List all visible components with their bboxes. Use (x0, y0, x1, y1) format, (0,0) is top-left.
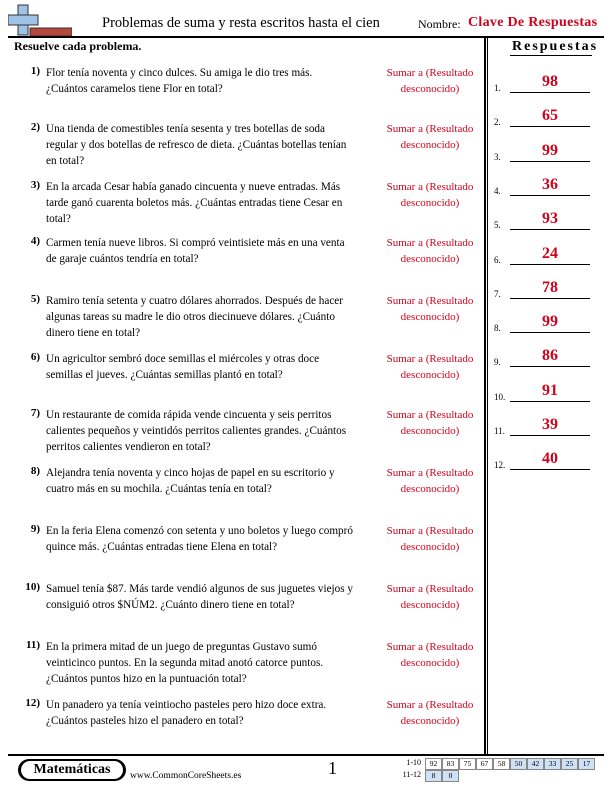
answer-number: 3. (494, 151, 501, 162)
name-label: Nombre: (418, 17, 461, 31)
problem-type: Sumar a (Resultado desconocido) (386, 123, 474, 151)
answer-item (494, 241, 604, 265)
answer-line (510, 229, 590, 230)
answer-number: 12. (494, 460, 506, 471)
problem-type: Sumar a (Resultado desconocido) (386, 641, 474, 669)
problem-number: 11) (25, 639, 40, 651)
problem-type: Sumar a (Resultado desconocido) (386, 699, 474, 727)
answer-value: 91 (542, 381, 558, 399)
problem-number: 6) (30, 351, 40, 363)
score-cell: 67 (476, 758, 493, 770)
score-cell: 33 (544, 758, 561, 770)
answer-number: 10. (494, 391, 506, 402)
problem-number: 9) (30, 523, 40, 535)
problem-number: 2) (30, 121, 40, 133)
score-cell: 17 (578, 758, 595, 770)
answer-value: 86 (542, 347, 558, 365)
answer-line (510, 435, 590, 436)
problem-type: Sumar a (Resultado desconocido) (386, 583, 474, 611)
answers-heading: Respuestas (512, 39, 599, 54)
answer-value: 99 (542, 313, 558, 331)
problem-type: Sumar a (Resultado desconocido) (386, 409, 474, 437)
answer-value: 24 (542, 244, 558, 262)
answer-number: 7. (494, 288, 501, 299)
answer-line (510, 401, 590, 402)
problem-number: 1) (30, 65, 40, 77)
answer-item (494, 378, 604, 402)
answer-number: 11. (494, 426, 505, 436)
answer-value: 65 (542, 107, 558, 125)
answer-item (494, 172, 604, 196)
problem-number: 3) (30, 179, 40, 191)
score-cell: 8 (425, 770, 442, 782)
footer-divider (8, 754, 604, 756)
answers-column-divider (484, 36, 486, 754)
score-cell: 58 (493, 758, 510, 770)
problem-text: Flor tenía noventa y cinco dulces. Su amiga le dio tres más. ¿Cuántos caramelos tiene Flor en total? (46, 67, 313, 95)
subject-badge (18, 759, 126, 781)
answer-line (510, 298, 590, 299)
score-cell: 83 (442, 758, 459, 770)
answer-item (494, 309, 604, 333)
answers-column-divider-inner (487, 36, 488, 754)
answer-item (494, 412, 604, 436)
answer-number: 6. (494, 254, 501, 265)
answer-number: 9. (494, 357, 501, 368)
page-number: 1 (328, 758, 337, 778)
problem-text: Ramiro tenía setenta y cuatro dólares ahorrados. Después de hacer algunas tareas su madre le dio otros diecinueve dólares. ¿Cuánto dinero tiene en total? (46, 295, 343, 339)
answer-item (494, 275, 604, 299)
problem-text: Un restaurante de comida rápida vende cincuenta y seis perritos calientes pequeños y veintidós perritos calientes grandes. ¿Cuántos perritos calientes vendieron en total? (46, 409, 347, 453)
answer-value: 93 (542, 210, 558, 228)
score-cell: 42 (527, 758, 544, 770)
answer-number: 1. (494, 83, 501, 93)
instructions: Resuelve cada problema. (14, 39, 142, 53)
answer-line (510, 264, 590, 265)
answer-line (510, 126, 590, 127)
answer-line (510, 366, 590, 367)
score-cell: 25 (561, 758, 578, 770)
problem-text: Carmen tenía nueve libros. Si compró veintisiete más en una venta de garaje cuántos tendría en total? (46, 237, 345, 265)
problem-text: Un panadero ya tenía veintiocho pasteles pero hizo doce extra. ¿Cuántos pasteles hizo el panadero en total? (46, 699, 327, 727)
answer-line (510, 195, 590, 196)
subject-badge-label: Matemáticas (21, 761, 123, 779)
page-title: Problemas de suma y resta escritos hasta el cien (102, 15, 380, 31)
answer-value: 39 (542, 416, 558, 433)
score-cell: 0 (442, 770, 459, 782)
answer-number: 2. (494, 117, 501, 128)
score-cell: 75 (459, 758, 476, 770)
problem-type: Sumar a (Resultado desconocido) (386, 67, 474, 95)
problem-type: Sumar a (Resultado desconocido) (386, 353, 474, 381)
answer-number: 4. (494, 185, 501, 196)
problem-number: 7) (30, 407, 40, 419)
problem-text: En la primera mitad de un juego de preguntas Gustavo sumó veinticinco puntos. En la segunda mitad anotó catorce puntos. ¿Cuántos puntos hizo en la puntuación total? (46, 641, 324, 685)
problem-number: 8) (30, 465, 40, 477)
answer-item (494, 103, 604, 127)
problem-text: Samuel tenía $87. Más tarde vendió algunos de sus juguetes viejos y consiguió otros $NÚM2. ¿Cuánto dinero tiene en total? (46, 583, 353, 611)
answer-value: 78 (542, 278, 558, 296)
problem-text: Una tienda de comestibles tenía sesenta y tres botellas de soda regular y dos botellas de refresco de dieta. ¿Cuántas botellas tenían en total? (46, 123, 347, 167)
answer-item (494, 343, 604, 367)
problem-number: 12) (25, 697, 40, 709)
score-row-label: 11-12 (402, 770, 421, 779)
problem-type: Sumar a (Resultado desconocido) (386, 525, 474, 553)
answer-item (494, 138, 604, 162)
problem-type: Sumar a (Resultado desconocido) (386, 295, 474, 323)
problem-number: 4) (30, 235, 40, 247)
answer-line (510, 469, 590, 470)
answer-value: 98 (542, 73, 558, 90)
score-cell: 92 (425, 758, 442, 770)
header-divider (8, 36, 604, 38)
problem-text: Un agricultor sembró doce semillas el miércoles y otras doce semillas el jueves. ¿Cuántas semillas plantó en total? (46, 353, 320, 381)
answer-line (510, 161, 590, 162)
answer-item (494, 206, 604, 230)
logo-plus-minus-icon (8, 4, 72, 36)
answer-item (494, 69, 604, 93)
answer-number: 5. (494, 220, 501, 231)
answer-value: 36 (542, 175, 558, 193)
footer-url: www.CommonCoreSheets.es (130, 771, 242, 781)
problem-type: Sumar a (Resultado desconocido) (386, 181, 474, 209)
score-cell: 50 (510, 758, 527, 770)
problem-number: 10) (25, 581, 40, 593)
answer-number: 8. (494, 323, 501, 334)
answer-line (510, 92, 590, 93)
name-value: Clave De Respuestas (468, 15, 598, 30)
answer-value: 40 (542, 450, 558, 468)
answers-heading-underline (510, 55, 592, 56)
answer-value: 99 (542, 141, 558, 159)
answer-item (494, 446, 604, 470)
problem-text: En la arcada Cesar había ganado cincuenta y nueve entradas. Más tarde ganó cuarenta boletos más. ¿Cuántas entradas tiene Cesar en total? (46, 181, 343, 225)
problem-type: Sumar a (Resultado desconocido) (386, 467, 474, 495)
problem-type: Sumar a (Resultado desconocido) (386, 237, 474, 265)
problem-number: 5) (30, 293, 40, 305)
answer-line (510, 332, 590, 333)
score-row-label: 1-10 (406, 758, 421, 767)
problem-text: Alejandra tenía noventa y cinco hojas de papel en su escritorio y cuatro más en su mochila. ¿Cuántas tenía en total? (46, 467, 335, 495)
problem-text: En la feria Elena comenzó con setenta y uno boletos y luego compró quince más. ¿Cuántas entradas tiene Elena en total? (46, 525, 353, 553)
